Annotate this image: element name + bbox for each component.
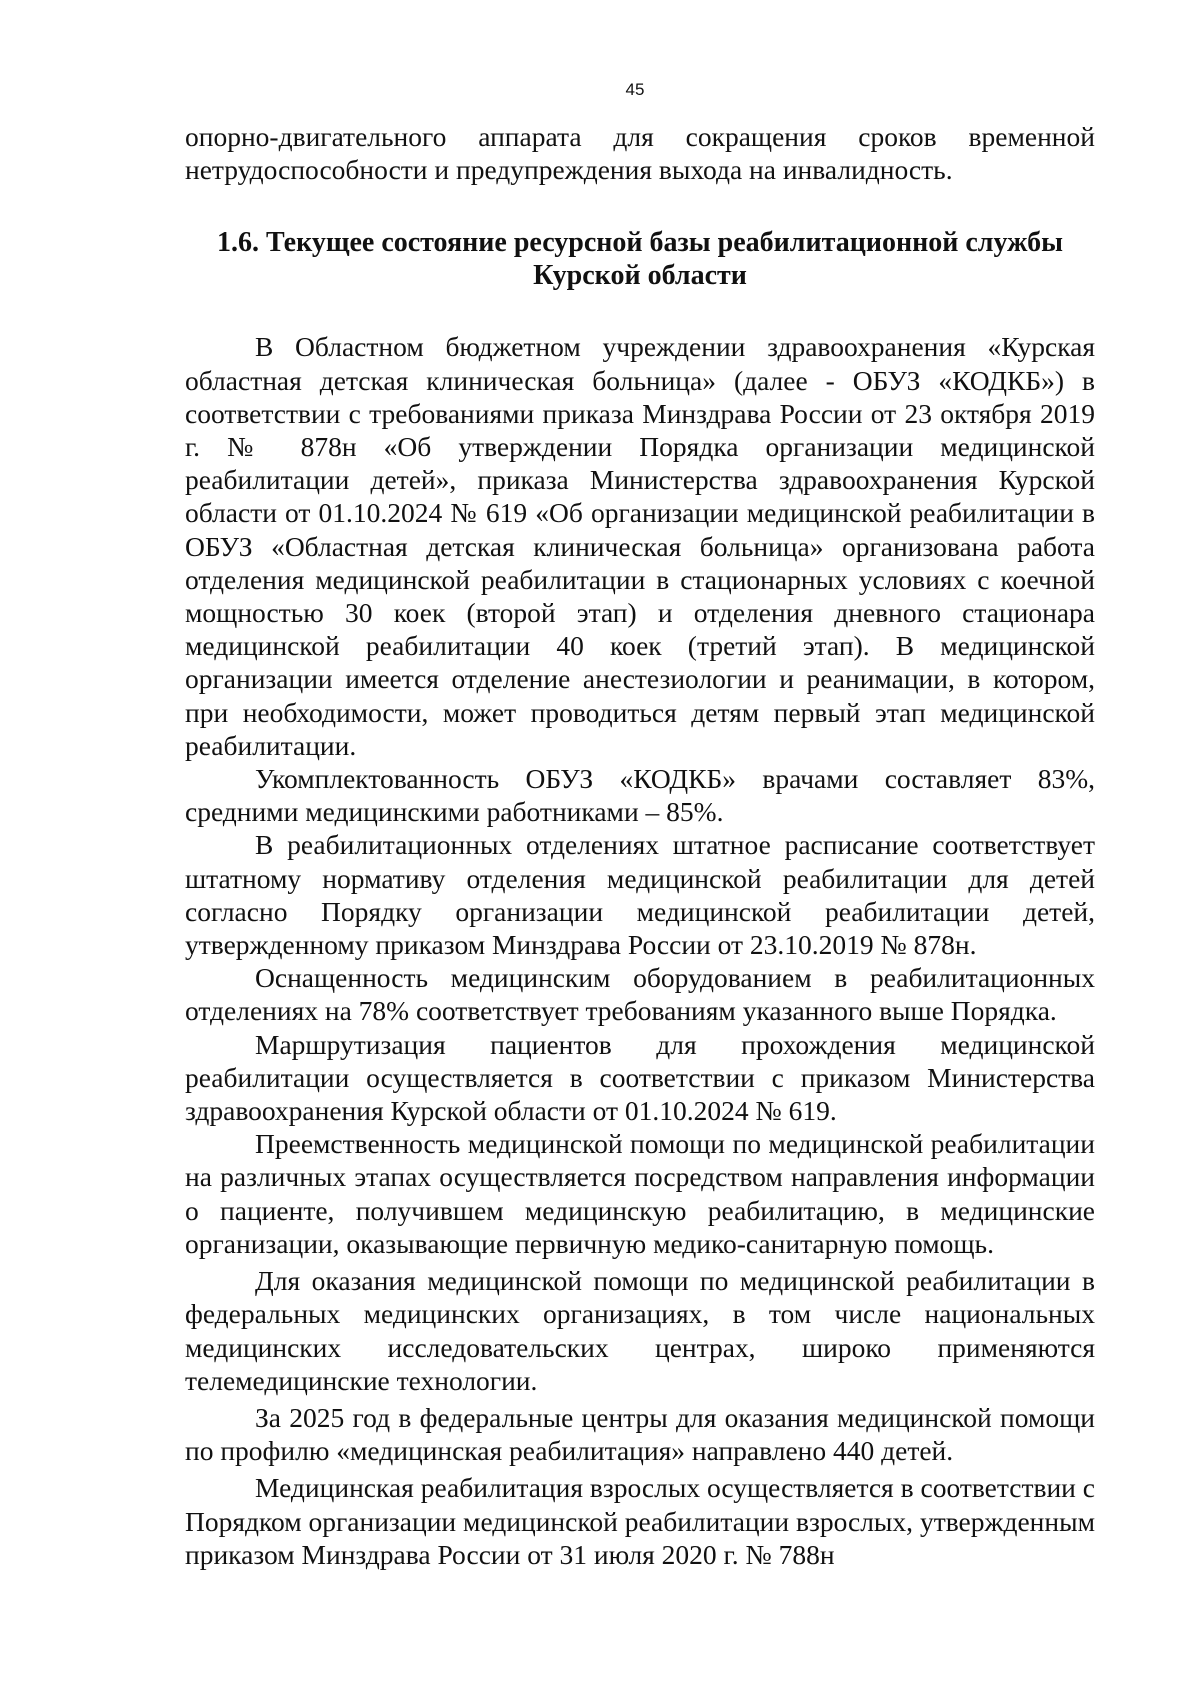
body-paragraph: За 2025 год в федеральные центры для оказания медицинской помощи по профилю «медицинская реабилитация» направлено 440 детей.	[185, 1401, 1095, 1467]
body-paragraph: Преемственность медицинской помощи по медицинской реабилитации на различных этапах осуществляется посредством направления информации о пациенте, получившем медицинскую реабилитацию, в медицинские организации, оказывающие первичную медико-санитарную помощь.	[185, 1128, 1095, 1259]
document-body	[185, 120, 1095, 1571]
body-paragraph: Маршрутизация пациентов для прохождения медицинской реабилитации осуществляется в соответствии с приказом Министерства здравоохранения Курской области от 01.10.2024 № 619.	[185, 1028, 1095, 1127]
section-heading	[185, 226, 1095, 292]
body-paragraph: Медицинская реабилитация взрослых осуществляется в соответствии с Порядком организации медицинской реабилитации взрослых, утвержденным приказом Минздрава России от 31 июля 2020 г. № 788н	[185, 1472, 1095, 1570]
page-number: 45	[625, 80, 645, 99]
body-paragraph: В Областном бюджетном учреждении здравоохранения «Курская областная детская клиническая больница» (далее - ОБУЗ «КОДКБ») в соответствии с требованиями приказа Минздрава России от 23 октября 2019 г. № 878н «Об утверждении Порядка организации медицинской реабилитации детей», приказа Министерства здравоохранения Курской области от 01.10.2024 № 619 «Об организации медицинской реабилитации в ОБУЗ «Областная детская клиническая больница» организована работа отделения медицинской реабилитации в стационарных условиях с коечной мощностью 30 коек (второй этап) и отделения дневного стационара медицинской реабилитации 40 коек (третий этап). В медицинской организации имеется отделение анестезиологии и реанимации, в котором, при необходимости, может проводиться детям первый этап медицинской реабилитации.	[185, 331, 1095, 761]
body-paragraph: Для оказания медицинской помощи по медицинской реабилитации в федеральных медицинских организациях, в том числе национальных медицинских исследовательских центрах, широко применяются телемедицинские технологии.	[185, 1265, 1095, 1396]
body-paragraph: Оснащенность медицинским оборудованием в реабилитационных отделениях на 78% соответствует требованиям указанного выше Порядка.	[185, 962, 1095, 1027]
section-heading-line-2: Курской области	[533, 260, 747, 292]
body-paragraph: В реабилитационных отделениях штатное расписание соответствует штатному нормативу отделения медицинской реабилитации для детей согласно Порядку организации медицинской реабилитации детей, утвержденному приказом Минздрава России от 23.10.2019 № 878н.	[185, 829, 1095, 961]
body-paragraph: Укомплектованность ОБУЗ «КОДКБ» врачами составляет 83%, средними медицинскими работниками – 85%.	[185, 763, 1095, 828]
continuation-paragraph: опорно-двигательного аппарата для сокращения сроков временной нетрудоспособности и предупреждения выхода на инвалидность.	[185, 121, 1095, 186]
section-heading-line-1: 1.6. Текущее состояние ресурсной базы реабилитационной службы	[217, 227, 1063, 259]
